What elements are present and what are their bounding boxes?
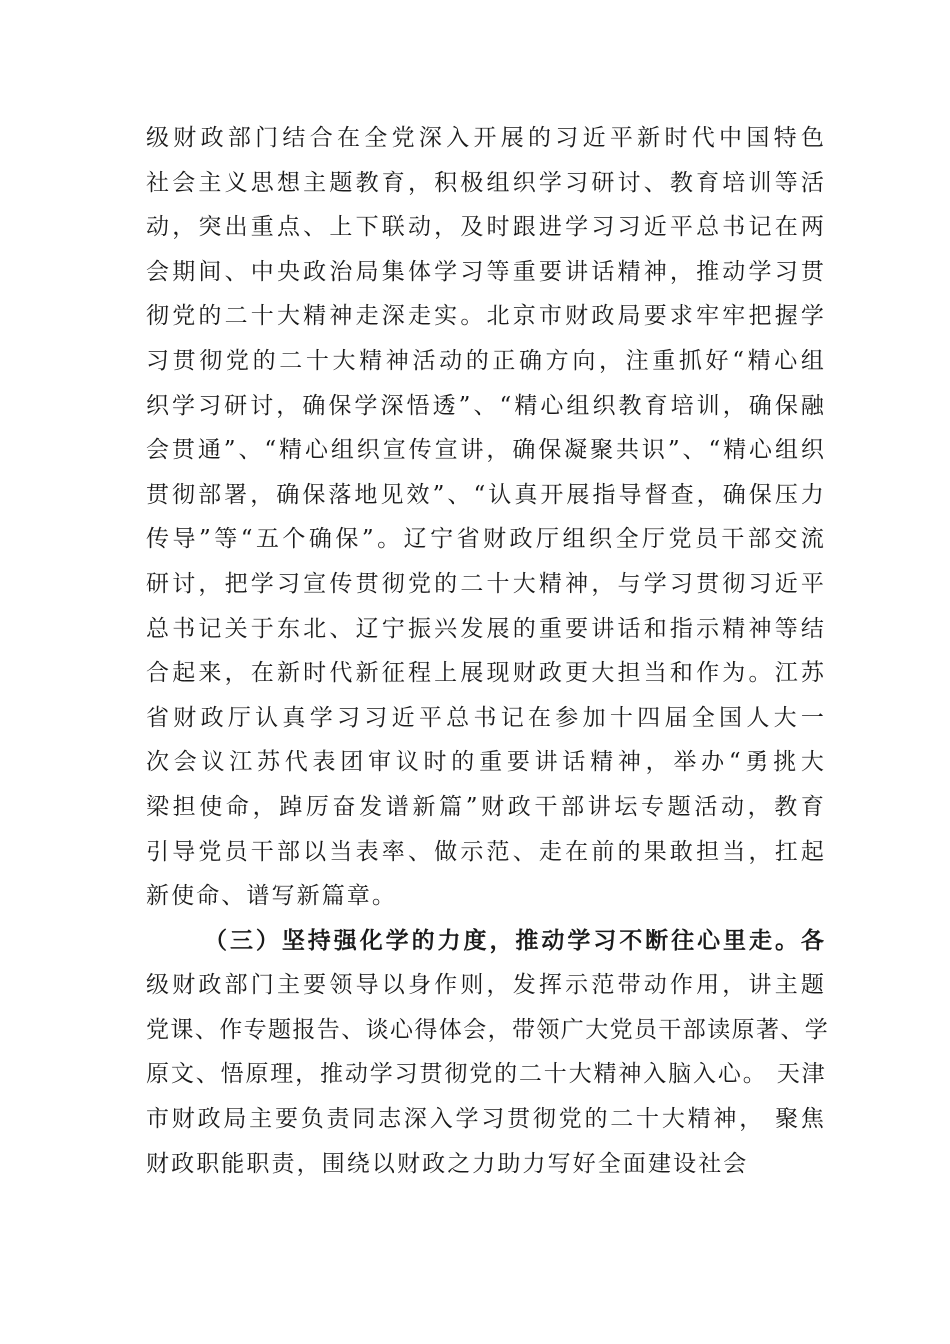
- text-line: 级财政部门主要领导以身作则，发挥示范带动作用，讲主题: [146, 972, 826, 999]
- paragraph-1: [146, 116, 826, 919]
- text-line: 新使命、谱写新篇章。: [146, 883, 397, 910]
- text-line: 财政职能职责，围绕以财政之力助力写好全面建设社会: [146, 1150, 749, 1177]
- text-line: 次会议江苏代表团审议时的重要讲话精神，举办“勇挑大: [146, 749, 826, 776]
- text-line: 彻党的二十大精神走深走实。北京市财政局要求牢牢把握学: [146, 303, 826, 330]
- text-line: 研讨，把学习宣传贯彻党的二十大精神，与学习贯彻习近平: [146, 570, 826, 597]
- text-line: 会贯通”、“精心组织宣传宣讲，确保凝聚共识”、“精心组织: [146, 437, 826, 464]
- text-line: 原文、悟原理，推动学习贯彻党的二十大精神入脑入心。 天津: [146, 1061, 826, 1088]
- text-line: 织学习研讨，确保学深悟透”、“精心组织教育培训，确保融: [146, 392, 826, 419]
- text-line: 市财政局主要负责同志深入学习贯彻党的二十大精神， 聚焦: [146, 1106, 826, 1133]
- text-line: 省财政厅认真学习习近平总书记在参加十四届全国人大一: [146, 704, 826, 731]
- text-line: 党课、作专题报告、谈心得体会，带领广大党员干部读原著、学: [146, 1016, 830, 1043]
- paragraph-2: [146, 919, 830, 1187]
- text-line: 传导”等“五个确保”。辽宁省财政厅组织全厅党员干部交流: [146, 526, 826, 553]
- body-text: [146, 116, 830, 1186]
- text-line: 习贯彻党的二十大精神活动的正确方向，注重抓好“精心组: [146, 347, 826, 374]
- text-line: 梁担使命，踔厉奋发谱新篇”财政干部讲坛专题活动，教育: [146, 793, 826, 820]
- text-line: 贯彻部署，确保落地见效”、“认真开展指导督查，确保压力: [146, 481, 826, 508]
- text-line: 合起来，在新时代新征程上展现财政更大担当和作为。江苏: [146, 660, 826, 687]
- text-line: 级财政部门结合在全党深入开展的习近平新时代中国特色: [146, 125, 826, 151]
- section-heading-line: （三）坚持强化学的力度，推动学习不断往心里走。各: [204, 926, 826, 954]
- text-line: 引导党员干部以当表率、做示范、走在前的果敢担当，扛起: [146, 838, 826, 865]
- text-line: 总书记关于东北、辽宁振兴发展的重要讲话和指示精神等结: [146, 615, 826, 642]
- text-line: 社会主义思想主题教育，积极组织学习研讨、教育培训等活: [146, 169, 826, 196]
- text-line: 会期间、中央政治局集体学习等重要讲话精神，推动学习贯: [146, 258, 826, 285]
- text-line: 动，突出重点、上下联动，及时跟进学习习近平总书记在两: [146, 214, 826, 241]
